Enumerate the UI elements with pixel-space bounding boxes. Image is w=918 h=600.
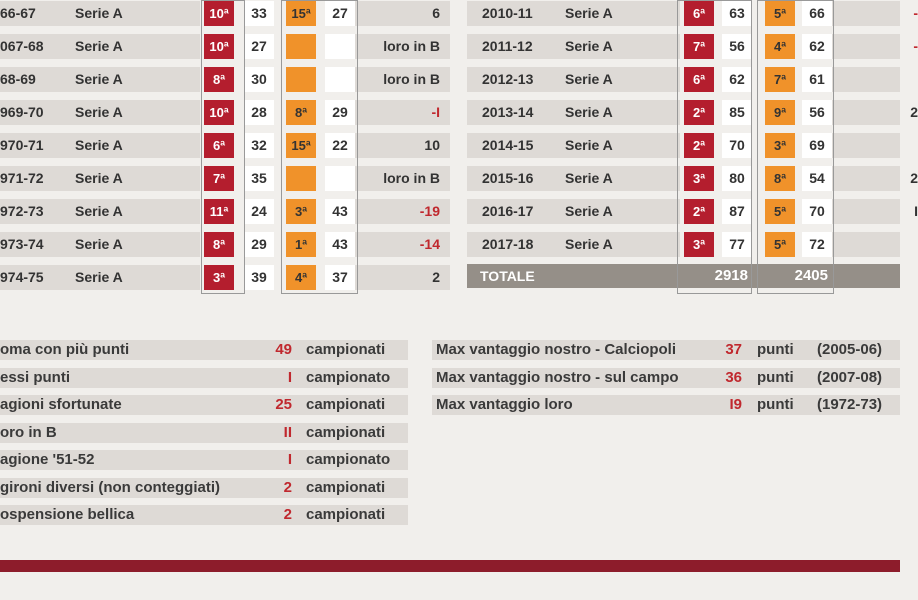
- roma-points: 33: [244, 1, 274, 26]
- stat-value: I: [287, 451, 292, 468]
- lazio-position: 15ª: [286, 133, 316, 158]
- roma-position: 3ª: [684, 232, 714, 257]
- league-label: Serie A: [75, 269, 123, 285]
- roma-position: 6ª: [684, 1, 714, 26]
- points-difference: -14: [419, 236, 440, 252]
- roma-points: 29: [244, 232, 274, 257]
- stat-row: [432, 395, 900, 419]
- stat-unit: punti: [757, 396, 794, 413]
- league-label: Serie A: [75, 71, 123, 87]
- column-frame: [677, 0, 752, 294]
- roma-points: 56: [722, 34, 752, 59]
- lazio-points: 66: [802, 1, 832, 26]
- roma-points: 63: [722, 1, 752, 26]
- lazio-position: 3ª: [765, 133, 795, 158]
- league-label: Serie A: [565, 203, 613, 219]
- league-label: Serie A: [565, 236, 613, 252]
- stat-label: oma con più punti: [0, 341, 130, 358]
- stat-period: (2005-06): [817, 341, 883, 358]
- roma-points: 80: [722, 166, 752, 191]
- stat-value: 25: [275, 396, 292, 413]
- points-difference: 6: [432, 5, 440, 21]
- roma-points: 87: [722, 199, 752, 224]
- points-difference: 2: [910, 104, 918, 120]
- stat-unit: campionati: [306, 396, 386, 413]
- league-label: Serie A: [75, 137, 123, 153]
- stat-label: Max vantaggio nostro - sul campo: [436, 368, 679, 386]
- stat-label: gironi diversi (non conteggiati): [0, 478, 221, 496]
- season-label: 66-67: [0, 5, 36, 21]
- stat-label: agione '51-52: [0, 451, 95, 468]
- stat-value: 49: [275, 341, 292, 358]
- lazio-position: 8ª: [765, 166, 795, 191]
- lazio-points: 37: [325, 265, 355, 290]
- roma-position: 10ª: [204, 34, 234, 59]
- lazio-points: 62: [802, 34, 832, 59]
- totals-label: TOTALE: [480, 268, 535, 284]
- roma-position: 2ª: [684, 199, 714, 224]
- league-label: Serie A: [565, 71, 613, 87]
- stat-label: Max vantaggio nostro - Calciopoli: [436, 341, 677, 358]
- stat-unit: campionati: [306, 478, 386, 496]
- roma-position: 6ª: [684, 67, 714, 92]
- stat-value: I9: [729, 396, 742, 413]
- column-frame: [757, 0, 834, 294]
- league-label: Serie A: [565, 170, 613, 186]
- roma-points: 30: [244, 67, 274, 92]
- points-difference: -: [913, 5, 918, 21]
- stat-period: (2007-08): [817, 368, 883, 386]
- stat-label: Max vantaggio loro: [436, 396, 573, 413]
- stat-period: (1972-73): [817, 396, 883, 413]
- roma-position: 10ª: [204, 1, 234, 26]
- roma-position: 8ª: [204, 232, 234, 257]
- league-label: Serie A: [565, 104, 613, 120]
- lazio-position: 8ª: [286, 100, 316, 125]
- lazio-position: 9ª: [765, 100, 795, 125]
- season-label: 2013-14: [482, 104, 534, 120]
- roma-position: 3ª: [684, 166, 714, 191]
- season-label: 067-68: [0, 38, 44, 54]
- roma-points: 85: [722, 100, 752, 125]
- league-label: Serie A: [75, 5, 123, 21]
- lazio-position: 5ª: [765, 232, 795, 257]
- roma-points: 35: [244, 166, 274, 191]
- season-label: 969-70: [0, 104, 44, 120]
- roma-position: 7ª: [684, 34, 714, 59]
- roma-points: 77: [722, 232, 752, 257]
- league-label: Serie A: [75, 203, 123, 219]
- points-difference: -: [913, 38, 918, 54]
- lazio-position: 5ª: [765, 199, 795, 224]
- stat-row: [432, 368, 900, 392]
- season-label: 973-74: [0, 236, 44, 252]
- stat-unit: punti: [757, 341, 794, 358]
- totals-lazio: 2405: [794, 267, 828, 284]
- points-difference: loro in B: [383, 170, 440, 186]
- stat-unit: campionati: [306, 423, 386, 441]
- roma-position: 2ª: [684, 100, 714, 125]
- points-difference: loro in B: [383, 71, 440, 87]
- stat-value: 2: [283, 478, 292, 496]
- league-label: Serie A: [565, 38, 613, 54]
- lazio-points: 61: [802, 67, 832, 92]
- lazio-points: 27: [325, 1, 355, 26]
- roma-position: 11ª: [204, 199, 234, 224]
- lazio-points: 72: [802, 232, 832, 257]
- roma-points: 62: [722, 67, 752, 92]
- season-label: 2011-12: [482, 38, 533, 54]
- season-label: 2015-16: [482, 170, 534, 186]
- stat-value: 37: [725, 341, 742, 358]
- stat-label: agioni sfortunate: [0, 396, 122, 413]
- stat-row: [0, 423, 408, 447]
- roma-points: 32: [244, 133, 274, 158]
- lazio-points: 70: [802, 199, 832, 224]
- stat-row: [0, 478, 408, 502]
- league-label: Serie A: [75, 104, 123, 120]
- season-label: 2010-11: [482, 5, 533, 21]
- lazio-points: 69: [802, 133, 832, 158]
- stat-row: [0, 450, 408, 474]
- roma-position: 6ª: [204, 133, 234, 158]
- stat-value: 2: [283, 506, 292, 523]
- points-difference: 2: [910, 170, 918, 186]
- stat-row: [0, 340, 408, 364]
- roma-position: 10ª: [204, 100, 234, 125]
- points-difference: loro in B: [383, 38, 440, 54]
- season-label: 2017-18: [482, 236, 534, 252]
- league-label: Serie A: [75, 38, 123, 54]
- stat-unit: campionati: [306, 341, 386, 358]
- roma-position: 2ª: [684, 133, 714, 158]
- season-label: 970-71: [0, 137, 44, 153]
- lazio-position: 4ª: [765, 34, 795, 59]
- season-label: 2016-17: [482, 203, 534, 219]
- stat-label: ospensione bellica: [0, 506, 135, 523]
- roma-points: 28: [244, 100, 274, 125]
- footer-bar: [0, 560, 900, 572]
- points-difference: 10: [424, 137, 440, 153]
- lazio-position: 7ª: [765, 67, 795, 92]
- roma-position: 7ª: [204, 166, 234, 191]
- season-label: 2014-15: [482, 137, 534, 153]
- stat-row: [432, 340, 900, 364]
- league-label: Serie A: [565, 5, 613, 21]
- points-difference: [828, 67, 918, 92]
- stat-value: 36: [725, 368, 742, 386]
- league-label: Serie A: [75, 170, 123, 186]
- stat-label: oro in B: [0, 423, 57, 441]
- lazio-position: 1ª: [286, 232, 316, 257]
- season-label: 2012-13: [482, 71, 534, 87]
- stat-value: I: [287, 368, 292, 386]
- totals-roma: 2918: [714, 267, 748, 284]
- lazio-points: 54: [802, 166, 832, 191]
- stat-row: [0, 395, 408, 419]
- roma-points: 24: [244, 199, 274, 224]
- column-frame: [281, 0, 358, 294]
- lazio-position: 5ª: [765, 1, 795, 26]
- points-difference: [828, 133, 918, 158]
- stat-row: [0, 368, 408, 392]
- season-label: 971-72: [0, 170, 44, 186]
- points-difference: [828, 232, 918, 257]
- lazio-position: 3ª: [286, 199, 316, 224]
- lazio-points: 43: [325, 199, 355, 224]
- season-label: 972-73: [0, 203, 44, 219]
- lazio-position: 4ª: [286, 265, 316, 290]
- lazio-points: 56: [802, 100, 832, 125]
- lazio-points: 22: [325, 133, 355, 158]
- stat-unit: campionati: [306, 506, 386, 523]
- roma-points: 27: [244, 34, 274, 59]
- league-label: Serie A: [75, 236, 123, 252]
- lazio-position: 15ª: [286, 1, 316, 26]
- stat-unit: campionato: [306, 451, 391, 468]
- points-difference: -I: [431, 104, 440, 120]
- points-difference: -19: [419, 203, 440, 219]
- column-frame: [201, 0, 245, 294]
- stat-value: II: [283, 423, 292, 441]
- stat-unit: punti: [757, 368, 794, 386]
- stat-row: [0, 505, 408, 529]
- league-label: Serie A: [565, 137, 613, 153]
- roma-position: 8ª: [204, 67, 234, 92]
- stat-label: essi punti: [0, 368, 71, 386]
- points-difference: I: [914, 203, 918, 219]
- roma-position: 3ª: [204, 265, 234, 290]
- season-label: 974-75: [0, 269, 44, 285]
- stat-unit: campionato: [306, 368, 391, 386]
- roma-points: 70: [722, 133, 752, 158]
- lazio-points: 43: [325, 232, 355, 257]
- lazio-points: 29: [325, 100, 355, 125]
- roma-points: 39: [244, 265, 274, 290]
- points-difference: 2: [432, 269, 440, 285]
- season-label: 68-69: [0, 71, 36, 87]
